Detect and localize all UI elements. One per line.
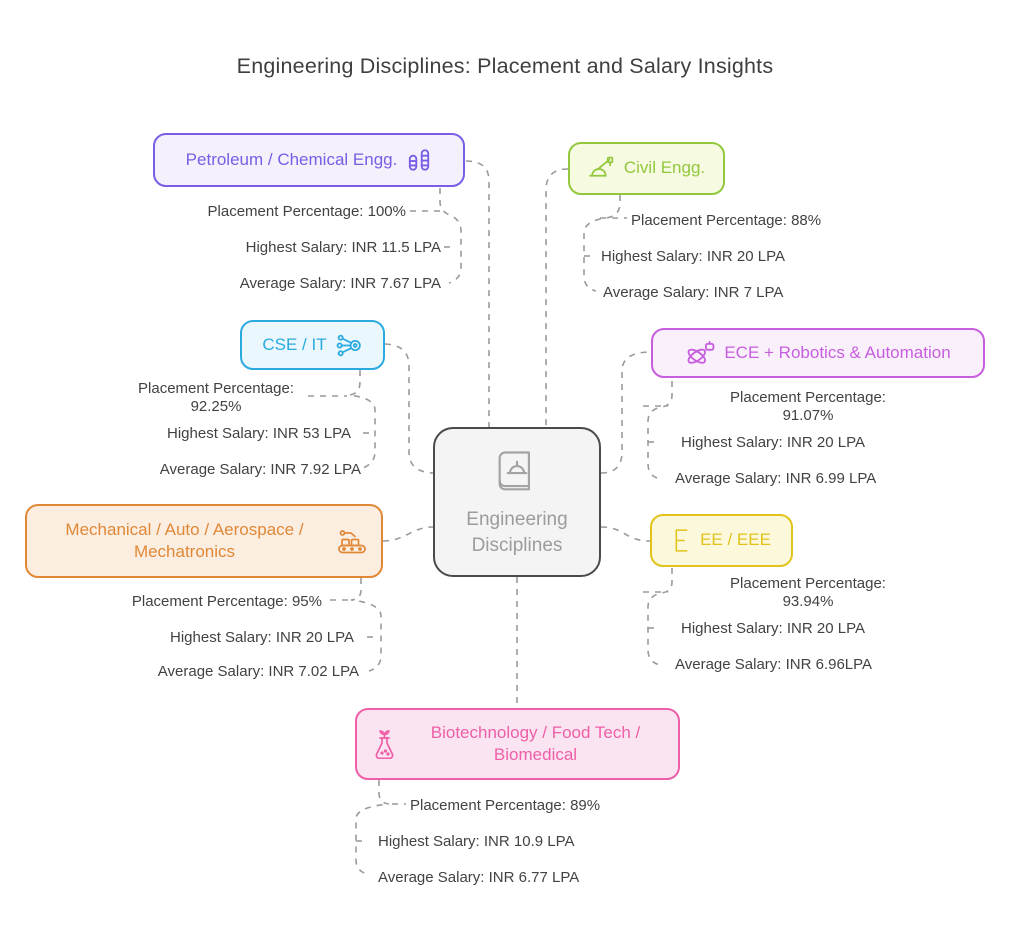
ee-average-salary-stat: Average Salary: INR 6.96LPA bbox=[675, 656, 873, 673]
biotech-placement-stat: Placement Percentage: 89% bbox=[410, 797, 601, 814]
refinery-icon bbox=[406, 147, 432, 173]
ece-average-salary-stat: Average Salary: INR 6.99 LPA bbox=[675, 470, 877, 487]
connector-ece-main bbox=[601, 352, 651, 473]
civil-average-salary-stat: Average Salary: INR 7 LPA bbox=[603, 284, 784, 301]
crane-icon bbox=[588, 156, 615, 181]
node-ee-eee[interactable] bbox=[650, 514, 793, 567]
node-label-petroleum: Petroleum / Chemical Engg. bbox=[185, 149, 398, 169]
center-node-label bbox=[466, 507, 567, 558]
flask-sprout-icon bbox=[371, 729, 398, 759]
biotech-stat-connectors bbox=[356, 780, 406, 874]
network-icon bbox=[336, 334, 363, 357]
node-engineering-disciplines[interactable] bbox=[433, 427, 601, 577]
biotech-average-salary-stat: Average Salary: INR 6.77 LPA bbox=[378, 869, 580, 886]
conveyor-robot-icon bbox=[337, 528, 367, 555]
ece-stat-connectors bbox=[643, 381, 672, 479]
cse-stat-connectors bbox=[308, 370, 375, 468]
node-petroleum-chemical[interactable] bbox=[153, 133, 465, 187]
ee-placement-stat: Placement Percentage: 93.94% bbox=[730, 575, 886, 610]
ee-highest-salary-stat: Highest Salary: INR 20 LPA bbox=[681, 620, 865, 637]
cse-average-salary-stat: Average Salary: INR 7.92 LPA bbox=[159, 461, 361, 478]
node-label-cse: CSE / IT bbox=[262, 334, 327, 354]
connector-mechanical-main bbox=[383, 527, 433, 541]
node-label-ee: EE / EEE bbox=[700, 530, 771, 550]
node-ece-robotics[interactable] bbox=[651, 328, 985, 378]
node-label-civil: Civil Engg. bbox=[623, 158, 706, 178]
petroleum-stat-connectors bbox=[410, 188, 461, 283]
connector-petroleum-main bbox=[466, 161, 489, 427]
center-label-line2: Disciplines bbox=[471, 534, 563, 556]
ece-placement-stat: Placement Percentage: 91.07% bbox=[730, 389, 886, 424]
connector-civil-main bbox=[546, 169, 568, 427]
ee-stat-connectors bbox=[643, 568, 672, 665]
node-biotechnology[interactable] bbox=[355, 708, 680, 780]
page-title: Engineering Disciplines: Placement and Salary Insights bbox=[236, 54, 774, 78]
petroleum-highest-salary-stat: Highest Salary: INR 11.5 LPA bbox=[245, 239, 441, 256]
petroleum-average-salary-stat: Average Salary: INR 7.67 LPA bbox=[239, 275, 441, 292]
civil-stat-connectors bbox=[584, 195, 627, 291]
mechanical-highest-salary-stat: Highest Salary: INR 20 LPA bbox=[170, 629, 354, 646]
connector-ee-main bbox=[601, 527, 650, 541]
cse-highest-salary-stat: Highest Salary: INR 53 LPA bbox=[167, 425, 351, 442]
node-cse-it[interactable] bbox=[240, 320, 385, 370]
node-mechanical[interactable] bbox=[25, 504, 383, 578]
mechanical-average-salary-stat: Average Salary: INR 7.02 LPA bbox=[157, 663, 359, 680]
cse-placement-stat: Placement Percentage: 92.25% bbox=[138, 380, 294, 415]
ece-highest-salary-stat: Highest Salary: INR 20 LPA bbox=[681, 434, 865, 451]
node-label-mechanical: Mechanical / Auto / Aerospace / Mechatronics bbox=[65, 519, 304, 561]
node-label-biotechnology: Biotechnology / Food Tech / Biomedical bbox=[430, 722, 641, 764]
civil-placement-stat: Placement Percentage: 88% bbox=[631, 212, 822, 229]
biotech-highest-salary-stat: Highest Salary: INR 10.9 LPA bbox=[378, 833, 575, 850]
civil-highest-salary-stat: Highest Salary: INR 20 LPA bbox=[601, 248, 785, 265]
petroleum-placement-stat: Placement Percentage: 100% bbox=[207, 203, 406, 220]
mechanical-placement-stat: Placement Percentage: 95% bbox=[131, 593, 322, 610]
center-label-line1: Engineering bbox=[466, 508, 568, 530]
engineering-book-icon bbox=[491, 446, 543, 498]
node-civil[interactable] bbox=[568, 142, 725, 195]
letter-e-icon bbox=[672, 527, 691, 554]
mechanical-stat-connectors bbox=[330, 578, 381, 671]
node-label-ece: ECE + Robotics & Automation bbox=[724, 342, 951, 362]
connector-cse-main bbox=[385, 344, 433, 473]
robot-atom-icon bbox=[685, 340, 715, 366]
